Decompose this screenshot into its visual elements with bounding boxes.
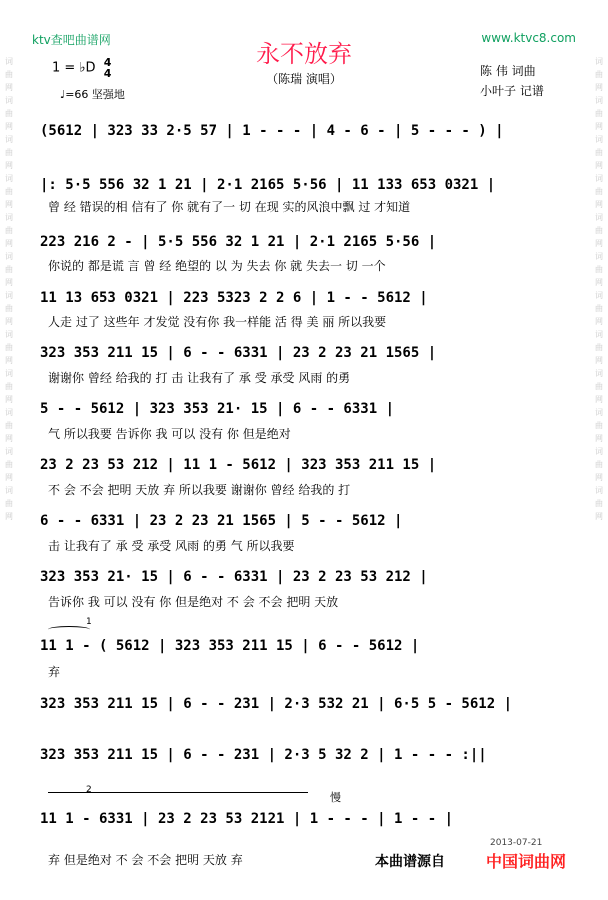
lyric-line: 告诉你 我 可以 没有 你 但是绝对 不 会 不会 把明 天放 bbox=[48, 595, 339, 609]
composer-credit: 陈 伟 词曲 bbox=[480, 64, 536, 78]
score-line: |: 5·5 556 32 1 21 | 2·1 2165 5·56 | 11 133 653 0321 | bbox=[40, 177, 496, 193]
score-line: 323 353 211 15 | 6 - - 6331 | 23 2 23 21 1565 | bbox=[40, 345, 437, 361]
song-title: 永不放弃 bbox=[256, 40, 352, 68]
lyric-line: 弃 bbox=[48, 665, 61, 679]
key-signature bbox=[52, 57, 111, 79]
time-bottom: 4 bbox=[103, 67, 112, 80]
date-stamp: 2013-07-21 bbox=[490, 838, 543, 848]
score-line: 323 353 211 15 | 6 - - 231 | 2·3 5 32 2 | 1 - - - :|| bbox=[40, 747, 487, 763]
slow-mark: 慢 bbox=[330, 791, 341, 804]
score-line: 323 353 211 15 | 6 - - 231 | 2·3 532 21 | 6·5 5 - 5612 | bbox=[40, 696, 513, 712]
score-line: 323 353 21· 15 | 6 - - 6331 | 23 2 23 53 212 | bbox=[40, 569, 428, 585]
lyric-line: 你说的 都是谎 言 曾 经 绝望的 以 为 失去 你 就 失去一 切 一个 bbox=[48, 259, 386, 273]
time-signature bbox=[104, 57, 112, 79]
lyric-line: 气 所以我要 告诉你 我 可以 没有 你 但是绝对 bbox=[48, 427, 291, 441]
watermark-left: 词曲网词曲网词曲网词曲网词曲网词曲网词曲网词曲网词曲网词曲网词曲网词曲网 bbox=[5, 57, 13, 521]
lyric-line: 不 会 不会 把明 天放 弃 所以我要 谢谢你 曾经 给我的 打 bbox=[48, 483, 351, 497]
lyric-line: 谢谢你 曾经 给我的 打 击 让我有了 承 受 承受 风雨 的勇 bbox=[48, 371, 351, 385]
volta-1-label: 1 bbox=[86, 617, 92, 627]
score-line: 6 - - 6331 | 23 2 23 21 1565 | 5 - - 5612 | bbox=[40, 513, 403, 529]
score-line: 223 216 2 - | 5·5 556 32 1 21 | 2·1 2165 5·56 | bbox=[40, 234, 437, 250]
score-line: 23 2 23 53 212 | 11 1 - 5612 | 323 353 211 15 | bbox=[40, 457, 437, 473]
source-label: 本曲谱源自 bbox=[375, 854, 445, 870]
volta-bracket-2 bbox=[48, 792, 308, 793]
score-line: (5612 | 323 33 2·5 57 | 1 - - - | 4 - 6 - | 5 - - - ) | bbox=[40, 123, 504, 139]
site-left: ktv查吧曲谱网 bbox=[32, 33, 111, 47]
singer: （陈瑞 演唱） bbox=[266, 72, 342, 86]
lyric-line: 曾 经 错误的相 信有了 你 就有了一 切 在现 实的风浪中飘 过 才知道 bbox=[48, 200, 411, 214]
lyric-line: 击 让我有了 承 受 承受 风雨 的勇 气 所以我要 bbox=[48, 539, 295, 553]
volta-2-label: 2 bbox=[86, 785, 92, 795]
score-line: 5 - - 5612 | 323 353 21· 15 | 6 - - 6331 | bbox=[40, 401, 395, 417]
lyric-line: 人走 过了 这些年 才发觉 没有你 我一样能 活 得 美 丽 所以我要 bbox=[48, 315, 387, 329]
site-right: www.ktvc8.com bbox=[481, 31, 576, 45]
score-line: 11 1 - 6331 | 23 2 23 53 2121 | 1 - - - | 1 - - | bbox=[40, 811, 454, 827]
watermark-right: 词曲网词曲网词曲网词曲网词曲网词曲网词曲网词曲网词曲网词曲网词曲网词曲网 bbox=[595, 57, 603, 521]
transcriber-credit: 小叶子 记谱 bbox=[480, 84, 544, 98]
time-top: 4 bbox=[103, 56, 112, 69]
lyric-line: 弃 但是绝对 不 会 不会 把明 天放 弃 bbox=[48, 853, 243, 867]
score-line: 11 1 - ( 5612 | 323 353 211 15 | 6 - - 5612 | bbox=[40, 638, 420, 654]
source-site: 中国词曲网 bbox=[486, 852, 567, 871]
score-line: 11 13 653 0321 | 223 5323 2 2 6 | 1 - - 5612 | bbox=[40, 290, 428, 306]
tempo-mark: ♩=66 坚强地 bbox=[60, 88, 125, 101]
volta-bracket-1 bbox=[48, 626, 90, 633]
key-label: 1 = ♭D bbox=[52, 60, 96, 76]
